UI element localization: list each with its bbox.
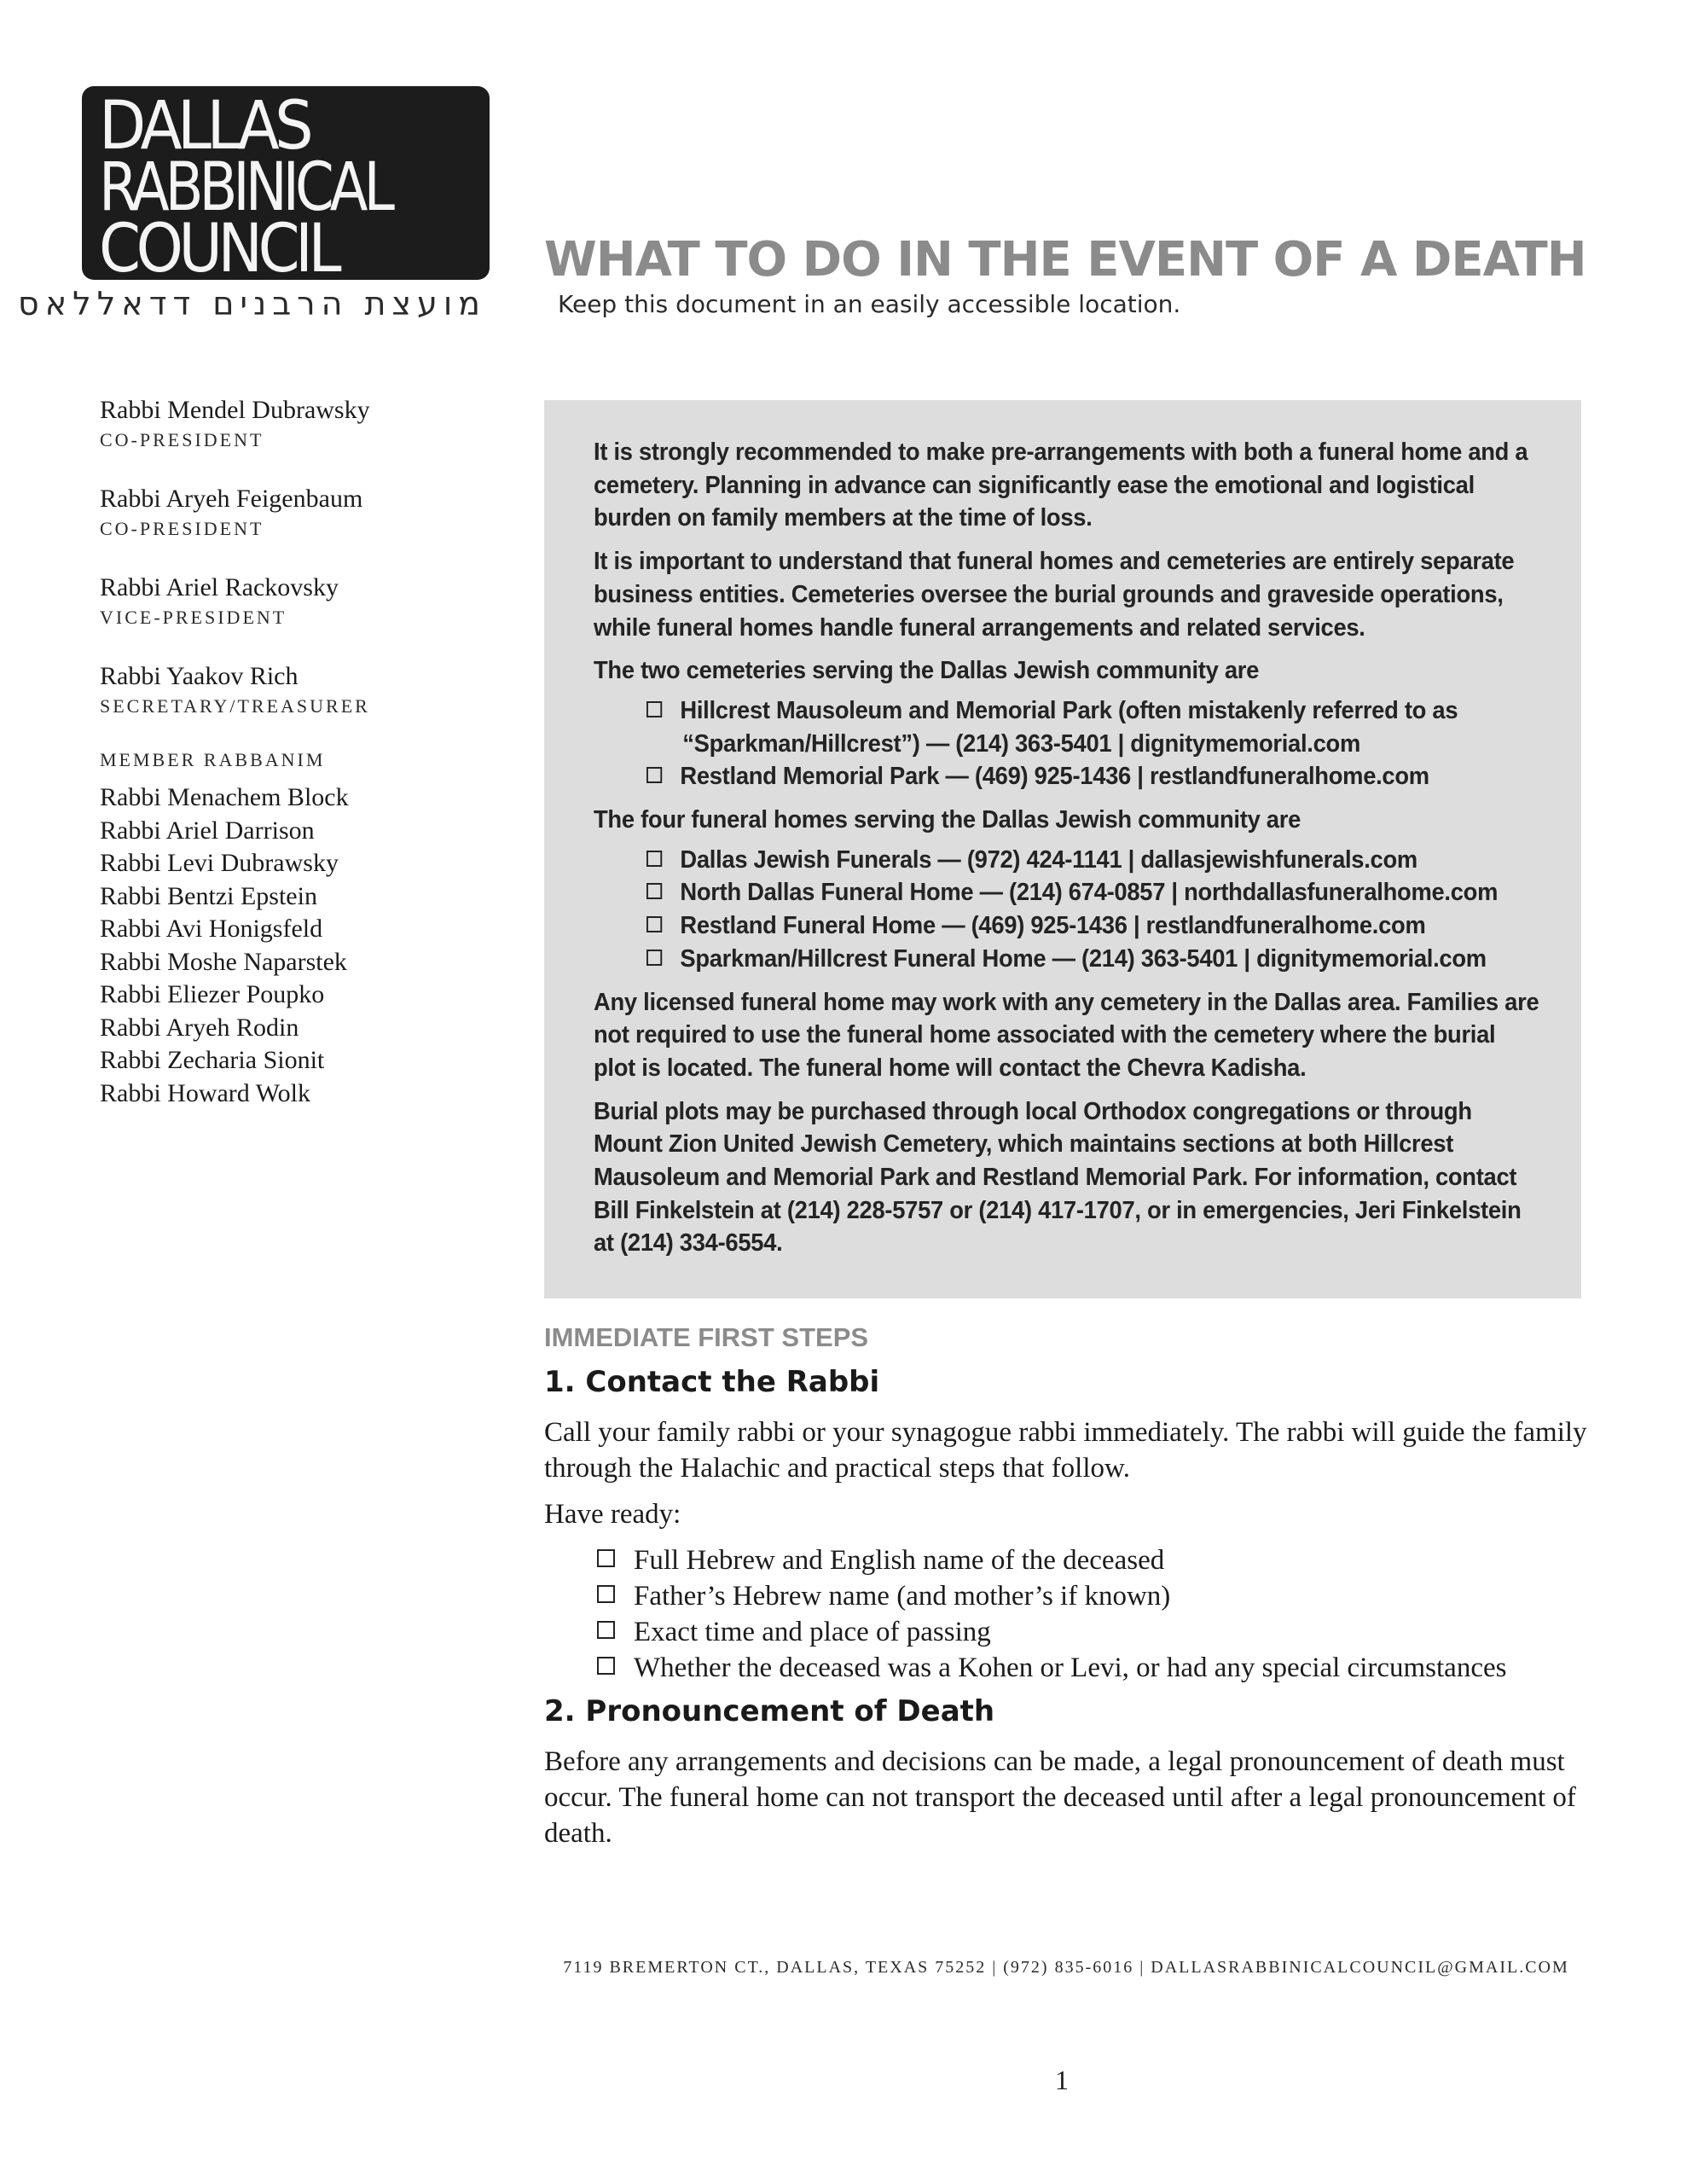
- officer-entry: [100, 660, 475, 720]
- officer-entry: [100, 394, 475, 454]
- officer-role: CO-PRESIDENT: [100, 518, 264, 539]
- officer-name: Rabbi Ariel Rackovsky: [100, 573, 339, 601]
- checkbox-icon: [646, 916, 662, 932]
- checkbox-icon: [646, 851, 662, 867]
- rabbanim-sidebar: [100, 394, 475, 1110]
- list-item: [646, 876, 1563, 909]
- have-ready-checklist: [544, 1542, 1602, 1686]
- officer-name: Rabbi Aryeh Feigenbaum: [100, 485, 363, 513]
- have-ready-label: Have ready:: [544, 1499, 681, 1530]
- checklist-text: Full Hebrew and English name of the deceased: [634, 1545, 1165, 1576]
- step-heading: 1. Contact the Rabbi: [544, 1365, 880, 1399]
- page-number: 1: [1055, 2065, 1069, 2095]
- member-name: Rabbi Aryeh Rodin: [100, 1013, 299, 1042]
- cemetery-text: Hillcrest Mausoleum and Memorial Park (often mistakenly referred to as: [680, 696, 1458, 724]
- checkbox-icon: [597, 1657, 615, 1675]
- logo-line-dallas: DALLAS: [99, 88, 310, 165]
- list-item: [597, 1578, 1602, 1614]
- checkbox-icon: [597, 1585, 615, 1603]
- list-item: [597, 1650, 1602, 1686]
- pre-arrangement-info-box: [544, 400, 1581, 1298]
- officer-role: CO-PRESIDENT: [100, 429, 264, 450]
- list-item: [646, 844, 1563, 877]
- member-name: Rabbi Howard Wolk: [100, 1078, 311, 1107]
- step-text: Before any arrangements and decisions can be made, a legal pronouncement of death must occur. The funeral home can not transport the deceased until after a legal pronouncement of death.: [544, 1746, 1576, 1849]
- officer-role: VICE-PRESIDENT: [100, 607, 287, 628]
- list-item: [597, 1542, 1602, 1578]
- member-name: Rabbi Zecharia Sionit: [100, 1046, 325, 1074]
- checkbox-icon: [646, 701, 662, 717]
- list-item-continuation: [646, 728, 1599, 761]
- member-name: Rabbi Levi Dubrawsky: [100, 849, 339, 877]
- officer-entry: [100, 572, 475, 631]
- council-logo: [82, 86, 490, 280]
- info-paragraph: Burial plots may be purchased through local Orthodox congregations or through Mount Zion United Jewish Cemetery, which maintains sections at both Hillcrest Mausoleum and Memorial Park and Restland Memorial Park. For information, contact Bill Finkelstein at (214) 228-5757 or (214) 417-1707, or in emergencies, Jeri Finkelstein at (214) 334-6554.: [594, 1097, 1522, 1258]
- section-label: IMMEDIATE FIRST STEPS: [544, 1322, 869, 1352]
- member-name: Rabbi Menachem Block: [100, 783, 349, 811]
- funeral-home-text: Sparkman/Hillcrest Funeral Home — (214) 363-5401 | dignitymemorial.com: [680, 944, 1487, 973]
- checklist-text: Whether the deceased was a Kohen or Levi, or had any special circumstances: [634, 1653, 1507, 1683]
- first-steps-section: [544, 1322, 1602, 1862]
- funeral-home-text: Restland Funeral Home — (469) 925-1436 | restlandfuneralhome.com: [680, 912, 1426, 940]
- list-item: [646, 694, 1563, 728]
- list-item: [646, 909, 1563, 943]
- step-text: Call your family rabbi or your synagogue rabbi immediately. The rabbi will guide the family through the Halachic and practical steps that follow.: [544, 1417, 1587, 1484]
- checkbox-icon: [646, 767, 662, 783]
- checkbox-icon: [646, 883, 662, 899]
- info-paragraph: It is strongly recommended to make pre-arrangements with both a funeral home and a cemetery. Planning in advance can significantly ease the emotional and logistical burden on family members at the time of loss.: [594, 439, 1528, 532]
- info-paragraph: Any licensed funeral home may work with any cemetery in the Dallas area. Families are not required to use the funeral home associated with the cemetery where the burial plot is located. The funeral home will contact the Chevra Kadisha.: [594, 988, 1539, 1082]
- info-paragraph: It is important to understand that funeral homes and cemeteries are entirely separate business entities. Cemeteries oversee the burial grounds and graveside operations, while funeral homes handle funeral arrangements and related services.: [594, 548, 1515, 642]
- list-item: [646, 943, 1563, 976]
- checklist-text: Exact time and place of passing: [634, 1617, 991, 1647]
- member-name: Rabbi Moshe Naparstek: [100, 947, 347, 976]
- checklist-text: Father’s Hebrew name (and mother’s if known): [634, 1581, 1171, 1612]
- officer-role: SECRETARY/TREASURER: [100, 695, 370, 717]
- cemetery-text: Restland Memorial Park — (469) 925-1436 | restlandfuneralhome.com: [680, 763, 1429, 791]
- member-name: Rabbi Bentzi Epstein: [100, 881, 317, 910]
- logo-line-council: COUNCIL: [99, 211, 338, 280]
- page-subtitle: Keep this document in an easily accessible location.: [558, 290, 1181, 318]
- checkbox-icon: [597, 1549, 615, 1567]
- logo-hebrew-name: מועצת הרבנים דדאללאס: [18, 285, 486, 322]
- officer-entry: [100, 483, 475, 543]
- checkbox-icon: [597, 1621, 615, 1639]
- list-item: [646, 760, 1563, 793]
- funeral-home-list: [594, 844, 1539, 976]
- logo-line-rabbinical: RABBINICAL: [99, 149, 391, 226]
- funeral-home-text: Dallas Jewish Funerals — (972) 424-1141 | dallasjewishfunerals.com: [680, 845, 1417, 874]
- cemetery-text: “Sparkman/Hillcrest”) — (214) 363-5401 | dignitymemorial.com: [682, 729, 1360, 758]
- funeral-homes-intro: The four funeral homes serving the Dallas Jewish community are: [594, 806, 1301, 834]
- officer-name: Rabbi Yaakov Rich: [100, 662, 299, 690]
- member-name: Rabbi Ariel Darrison: [100, 816, 315, 845]
- members-heading: MEMBER RABBANIM: [100, 749, 326, 770]
- footer-address: 7119 BREMERTON CT., DALLAS, TEXAS 75252 | (972) 835-6016 | DALLASRABBINICALCOUNCIL@GMAIL.COM: [563, 1958, 1569, 1977]
- member-name: Rabbi Avi Honigsfeld: [100, 915, 323, 943]
- page-title: WHAT TO DO IN THE EVENT OF A DEATH: [544, 232, 1586, 288]
- checkbox-icon: [646, 950, 662, 966]
- cemetery-list: [594, 694, 1539, 793]
- list-item: [597, 1614, 1602, 1650]
- funeral-home-text: North Dallas Funeral Home — (214) 674-0857 | northdallasfuneralhome.com: [680, 879, 1499, 907]
- officer-name: Rabbi Mendel Dubrawsky: [100, 396, 370, 424]
- step-heading: 2. Pronouncement of Death: [544, 1694, 995, 1728]
- cemeteries-intro: The two cemeteries serving the Dallas Jewish community are: [594, 657, 1260, 685]
- member-name: Rabbi Eliezer Poupko: [100, 980, 325, 1008]
